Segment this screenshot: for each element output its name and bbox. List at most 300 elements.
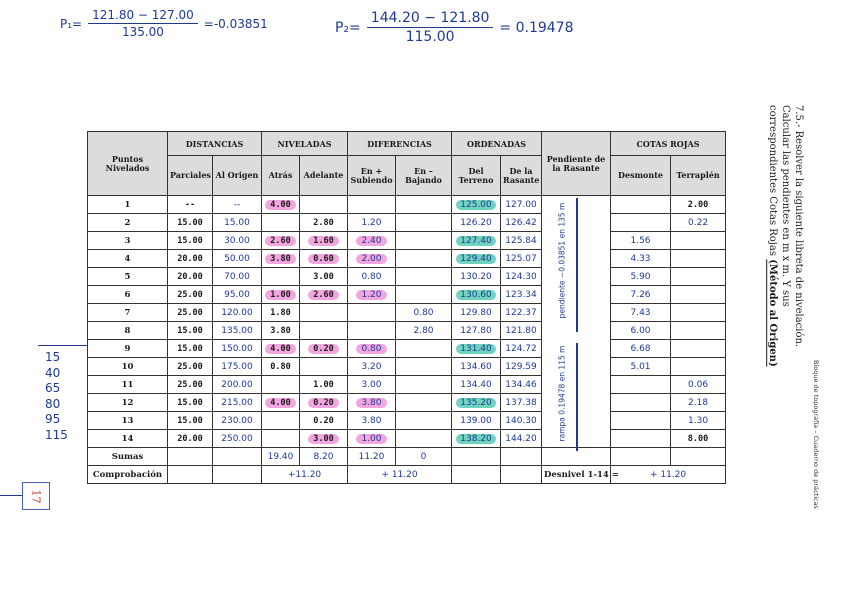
formula-p2 bbox=[335, 10, 573, 45]
table-row bbox=[88, 358, 726, 376]
cell-par: 20.00 bbox=[177, 253, 203, 264]
cell-tra bbox=[671, 322, 726, 340]
table-row bbox=[88, 250, 726, 268]
cell-p: 10 bbox=[121, 361, 134, 372]
cell-atr: 3.80 bbox=[265, 254, 295, 264]
cell-par: 20.00 bbox=[177, 271, 203, 282]
cell-ras: 125.07 bbox=[505, 253, 537, 264]
cell-ori: 70.00 bbox=[224, 271, 250, 282]
cell-des bbox=[611, 394, 671, 412]
cell-sub bbox=[348, 394, 396, 412]
cell-des: 7.26 bbox=[630, 289, 651, 300]
comprobacion-row bbox=[88, 466, 726, 484]
cell-ter bbox=[452, 430, 501, 448]
formula-p2-fraction bbox=[367, 10, 494, 45]
cell-sub bbox=[348, 196, 396, 214]
cell-sub bbox=[348, 340, 396, 358]
cell-baj bbox=[396, 196, 452, 214]
cell-ter bbox=[452, 376, 501, 394]
table-row bbox=[88, 394, 726, 412]
cell-baj bbox=[396, 268, 452, 286]
cell-par: 20.00 bbox=[177, 433, 203, 444]
cell-p bbox=[88, 358, 168, 376]
cell-ori: 120.00 bbox=[221, 307, 253, 318]
cell-p: 6 bbox=[124, 289, 131, 300]
margin-number: 65 bbox=[45, 381, 61, 395]
cell-ori bbox=[213, 376, 262, 394]
margin-rule bbox=[38, 345, 88, 346]
cell-ade bbox=[300, 304, 348, 322]
cell-ras: 144.20 bbox=[505, 433, 537, 444]
cell-p bbox=[88, 394, 168, 412]
cell-ras: 127.00 bbox=[505, 199, 537, 210]
cell-p: 3 bbox=[124, 235, 131, 246]
cell-atr bbox=[262, 214, 300, 232]
cell-p: 12 bbox=[121, 397, 134, 408]
cell-ori: 135.00 bbox=[221, 325, 253, 336]
cell-des bbox=[611, 430, 671, 448]
table-row bbox=[88, 322, 726, 340]
cell-ade: 0.60 bbox=[308, 254, 338, 264]
formula-p1-numerator: 121.80 − 127.00 bbox=[88, 8, 198, 24]
cell-tra bbox=[671, 286, 726, 304]
sumas-bajando: 0 bbox=[396, 448, 452, 466]
table-body bbox=[88, 196, 726, 484]
cell-atr: 4.00 bbox=[265, 344, 295, 354]
cell-ter bbox=[452, 268, 501, 286]
cell-p: 7 bbox=[124, 307, 131, 318]
cell-tra bbox=[671, 250, 726, 268]
cell-ade: 0.20 bbox=[313, 415, 334, 426]
cell-ter: 127.40 bbox=[456, 236, 496, 246]
cell-par bbox=[168, 376, 213, 394]
cell-par: 25.00 bbox=[177, 361, 203, 372]
formula-p2-denominator: 115.00 bbox=[405, 29, 455, 45]
cell-ras bbox=[501, 286, 542, 304]
cell-ori bbox=[213, 214, 262, 232]
cell-ori bbox=[213, 268, 262, 286]
formula-p1-fraction bbox=[88, 8, 198, 39]
cell-ter bbox=[452, 286, 501, 304]
cell-ori bbox=[213, 250, 262, 268]
cell-par bbox=[168, 286, 213, 304]
cell-ter bbox=[452, 214, 501, 232]
cell-par: 15.00 bbox=[177, 343, 203, 354]
cell-ter bbox=[452, 232, 501, 250]
cell-tra bbox=[671, 412, 726, 430]
cell-ori: 200.00 bbox=[221, 379, 253, 390]
cell-ori: 30.00 bbox=[224, 235, 250, 246]
cell-p: 11 bbox=[121, 379, 134, 390]
cell-ade: 0.20 bbox=[308, 398, 338, 408]
header-adelante: Adelante bbox=[300, 156, 348, 196]
cell-des: 6.68 bbox=[630, 343, 651, 354]
cell-atr: 1.00 bbox=[265, 290, 295, 300]
cell-ori bbox=[213, 340, 262, 358]
table-row bbox=[88, 412, 726, 430]
cell-ori: 230.00 bbox=[221, 415, 253, 426]
cell-ade bbox=[300, 430, 348, 448]
cell-p bbox=[88, 430, 168, 448]
header-diferencias: DIFERENCIAS bbox=[348, 132, 452, 156]
header-terraplen: Terraplén bbox=[671, 156, 726, 196]
cell-par: 15.00 bbox=[177, 397, 203, 408]
sumas-atras: 19.40 bbox=[262, 448, 300, 466]
cell-ter: 139.00 bbox=[460, 415, 492, 426]
cell-par: 15.00 bbox=[177, 325, 203, 336]
header-atras: Atrás bbox=[262, 156, 300, 196]
cell-ter: 138.20 bbox=[456, 434, 496, 444]
slope-arrow-2 bbox=[576, 343, 578, 451]
cell-ori: 250.00 bbox=[221, 433, 253, 444]
cell-p: 13 bbox=[121, 415, 134, 426]
cell-des bbox=[611, 196, 671, 214]
slope-diagram bbox=[542, 196, 610, 447]
cell-tra bbox=[671, 232, 726, 250]
cell-ori: 95.00 bbox=[224, 289, 250, 300]
cell-ras bbox=[501, 376, 542, 394]
cell-des: 5.90 bbox=[630, 271, 651, 282]
cell-atr bbox=[262, 340, 300, 358]
margin-number: 115 bbox=[45, 427, 68, 442]
cell-ras bbox=[501, 268, 542, 286]
cell-par bbox=[168, 340, 213, 358]
cell-ade bbox=[300, 196, 348, 214]
header-bajando: En – Bajando bbox=[396, 156, 452, 196]
cell-ter: 131.40 bbox=[456, 344, 496, 354]
cell-ter bbox=[452, 250, 501, 268]
cell-sub: 1.20 bbox=[356, 290, 386, 300]
page-number: 17 bbox=[29, 489, 43, 503]
cell-par bbox=[168, 196, 213, 214]
formula-p2-result: = 0.19478 bbox=[499, 19, 574, 36]
cell-ter: 129.80 bbox=[460, 307, 492, 318]
table-row bbox=[88, 304, 726, 322]
cell-ras bbox=[501, 304, 542, 322]
cell-ter bbox=[452, 358, 501, 376]
cell-p bbox=[88, 214, 168, 232]
header-cotas: COTAS ROJAS bbox=[611, 132, 726, 156]
cell-baj: 0.80 bbox=[413, 307, 434, 318]
margin-number: 95 bbox=[45, 412, 61, 426]
cell-atr bbox=[262, 268, 300, 286]
cell-tra bbox=[671, 214, 726, 232]
cell-ras: 121.80 bbox=[505, 325, 537, 336]
cell-ras: 124.30 bbox=[505, 271, 537, 282]
cell-des bbox=[611, 376, 671, 394]
table-row bbox=[88, 430, 726, 448]
cell-sub bbox=[348, 232, 396, 250]
cell-sub bbox=[348, 358, 396, 376]
cell-par bbox=[168, 250, 213, 268]
cell-par bbox=[168, 268, 213, 286]
cell-ade: 1.60 bbox=[308, 236, 338, 246]
cell-par bbox=[168, 412, 213, 430]
sumas-row bbox=[88, 448, 726, 466]
cell-p: 14 bbox=[121, 433, 134, 444]
cell-baj bbox=[396, 376, 452, 394]
cell-atr bbox=[262, 196, 300, 214]
table-row bbox=[88, 214, 726, 232]
cell-p bbox=[88, 340, 168, 358]
cell-sub bbox=[348, 430, 396, 448]
cell-p bbox=[88, 376, 168, 394]
cell-atr bbox=[262, 430, 300, 448]
cell-p: 4 bbox=[124, 253, 131, 264]
exercise-title-method: (Método al Origen) bbox=[767, 259, 778, 367]
cell-tra bbox=[671, 304, 726, 322]
cell-p bbox=[88, 304, 168, 322]
exercise-title-text: 7.5.- Resolver la siguiente libreta de nivelación. Calcular las pendientes en m x m. Y sus correspondientes Cotas Rojas bbox=[767, 105, 804, 348]
cell-p: 8 bbox=[124, 325, 131, 336]
cell-ori: 15.00 bbox=[224, 217, 250, 228]
cell-ade bbox=[300, 250, 348, 268]
header-niveladas: NIVELADAS bbox=[262, 132, 348, 156]
cell-ori bbox=[213, 304, 262, 322]
cell-sub bbox=[348, 268, 396, 286]
header-ordenadas: ORDENADAS bbox=[452, 132, 542, 156]
cell-p bbox=[88, 250, 168, 268]
cell-baj bbox=[396, 232, 452, 250]
margin-number: 40 bbox=[45, 365, 61, 380]
header-terreno: Del Terreno bbox=[452, 156, 501, 196]
cell-par: 25.00 bbox=[177, 379, 203, 390]
cell-ori bbox=[213, 232, 262, 250]
cell-sub bbox=[348, 304, 396, 322]
header-distancias: DISTANCIAS bbox=[168, 132, 262, 156]
cell-ade bbox=[300, 286, 348, 304]
page-rule bbox=[0, 495, 22, 496]
cell-des: 5.01 bbox=[630, 361, 651, 372]
cell-baj bbox=[396, 430, 452, 448]
desnivel-label: Desnivel 1-14 = bbox=[542, 466, 611, 484]
cell-p bbox=[88, 322, 168, 340]
cell-ade bbox=[300, 358, 348, 376]
cell-baj bbox=[396, 340, 452, 358]
cell-tra bbox=[671, 358, 726, 376]
cell-sub bbox=[348, 286, 396, 304]
cell-atr: 1.80 bbox=[270, 307, 291, 318]
cell-tra: 8.00 bbox=[687, 433, 709, 444]
slope-2-label: rampa 0.19478 en 115 m bbox=[557, 345, 567, 442]
cell-sub: 3.80 bbox=[361, 415, 382, 426]
cell-sub: 1.00 bbox=[356, 434, 386, 444]
cell-ori: 175.00 bbox=[221, 361, 253, 372]
cell-ade: 2.80 bbox=[313, 217, 334, 228]
cell-p bbox=[88, 268, 168, 286]
header-puntos: Puntos Nivelados bbox=[88, 132, 168, 196]
cell-ade bbox=[300, 412, 348, 430]
cell-ori bbox=[213, 412, 262, 430]
comprobacion-label: Comprobación bbox=[88, 466, 168, 484]
cell-atr: 2.60 bbox=[265, 236, 295, 246]
cell-p bbox=[88, 286, 168, 304]
cell-tra bbox=[671, 394, 726, 412]
cell-par bbox=[168, 322, 213, 340]
cell-des: 1.56 bbox=[630, 235, 651, 246]
cell-atr bbox=[262, 412, 300, 430]
cell-p: 1 bbox=[124, 199, 131, 210]
cell-ori bbox=[213, 196, 262, 214]
cell-sub: 3.20 bbox=[361, 361, 382, 372]
header-desmonte: Desmonte bbox=[611, 156, 671, 196]
cell-tra: 1.30 bbox=[688, 415, 709, 426]
cell-par: 15.00 bbox=[177, 217, 203, 228]
cell-par: 15.00 bbox=[177, 235, 203, 246]
table-row bbox=[88, 376, 726, 394]
formula-p2-lhs: P₂= bbox=[335, 19, 361, 36]
cell-p: 9 bbox=[124, 343, 131, 354]
cell-tra bbox=[671, 340, 726, 358]
cell-p: 5 bbox=[124, 271, 131, 282]
cell-ade bbox=[300, 376, 348, 394]
cell-ras: 140.30 bbox=[505, 415, 537, 426]
cell-baj bbox=[396, 358, 452, 376]
cell-sub: 0.80 bbox=[356, 344, 386, 354]
cell-ter: 134.40 bbox=[460, 379, 492, 390]
cell-sub bbox=[348, 214, 396, 232]
cell-baj bbox=[396, 304, 452, 322]
cell-par bbox=[168, 430, 213, 448]
header-rasante: De la Rasante bbox=[501, 156, 542, 196]
header-pendiente: Pendiente de la Rasante bbox=[542, 132, 611, 196]
cell-des bbox=[611, 250, 671, 268]
cell-ras bbox=[501, 430, 542, 448]
cell-baj bbox=[396, 286, 452, 304]
cell-ras bbox=[501, 358, 542, 376]
cell-ter: 135.20 bbox=[456, 398, 496, 408]
formula-p1-denominator: 135.00 bbox=[121, 25, 164, 39]
cell-p bbox=[88, 196, 168, 214]
cell-par: 15.00 bbox=[177, 415, 203, 426]
cell-sub bbox=[348, 376, 396, 394]
cell-ade: 3.00 bbox=[313, 271, 334, 282]
desnivel-value: + 11.20 bbox=[611, 466, 726, 484]
cell-ori: -- bbox=[233, 199, 241, 210]
cell-ade: 0.20 bbox=[308, 344, 338, 354]
cell-ade: 2.60 bbox=[308, 290, 338, 300]
cell-des bbox=[611, 286, 671, 304]
cell-tra: 0.22 bbox=[688, 217, 709, 228]
cell-des: 6.00 bbox=[630, 325, 651, 336]
side-caption: Bloque de topografía – Cuaderno de prácticas bbox=[812, 360, 820, 509]
cell-ter: 130.20 bbox=[460, 271, 492, 282]
cell-atr bbox=[262, 358, 300, 376]
cell-atr bbox=[262, 304, 300, 322]
cell-tra: 2.00 bbox=[687, 199, 709, 210]
cell-ade bbox=[300, 394, 348, 412]
cell-ori: 150.00 bbox=[221, 343, 253, 354]
table-row bbox=[88, 268, 726, 286]
cell-tra bbox=[671, 376, 726, 394]
cell-ras: 123.34 bbox=[505, 289, 537, 300]
cell-ori: 50.00 bbox=[224, 253, 250, 264]
cell-ras: 134.46 bbox=[505, 379, 537, 390]
slope-cell bbox=[542, 196, 611, 448]
cell-baj bbox=[396, 214, 452, 232]
sumas-label: Sumas bbox=[88, 448, 168, 466]
cell-par: -- bbox=[184, 199, 196, 210]
cell-atr: 4.00 bbox=[265, 200, 295, 210]
cell-ter: 127.80 bbox=[460, 325, 492, 336]
table-row bbox=[88, 196, 726, 214]
cell-ras bbox=[501, 412, 542, 430]
cell-ori bbox=[213, 394, 262, 412]
cell-ori: 215.00 bbox=[221, 397, 253, 408]
cell-ter bbox=[452, 196, 501, 214]
cell-baj bbox=[396, 250, 452, 268]
cell-atr bbox=[262, 394, 300, 412]
cell-ter bbox=[452, 322, 501, 340]
cell-sub: 1.20 bbox=[361, 217, 382, 228]
cell-ter bbox=[452, 304, 501, 322]
cell-ade: 3.00 bbox=[308, 434, 338, 444]
table-row bbox=[88, 286, 726, 304]
exercise-title bbox=[766, 105, 805, 385]
cell-ras bbox=[501, 250, 542, 268]
cell-par bbox=[168, 214, 213, 232]
cell-ras: 129.59 bbox=[505, 361, 537, 372]
cell-des bbox=[611, 232, 671, 250]
header-al-origen: Al Origen bbox=[213, 156, 262, 196]
cell-p: 2 bbox=[124, 217, 131, 228]
formula-p1-result: =-0.03851 bbox=[203, 16, 268, 31]
cell-atr bbox=[262, 232, 300, 250]
slope-1-label: pendiente −0.03851 en 135 m bbox=[557, 202, 567, 319]
cell-atr bbox=[262, 286, 300, 304]
cell-atr bbox=[262, 322, 300, 340]
comprobacion-niveladas: +11.20 bbox=[262, 466, 348, 484]
cell-des bbox=[611, 304, 671, 322]
cell-des: 7.43 bbox=[630, 307, 651, 318]
cell-ade: 1.00 bbox=[313, 379, 334, 390]
cell-atr: 3.80 bbox=[270, 325, 291, 336]
cell-ori bbox=[213, 322, 262, 340]
cell-ade bbox=[300, 268, 348, 286]
cell-baj bbox=[396, 394, 452, 412]
cell-ade bbox=[300, 232, 348, 250]
cell-par bbox=[168, 232, 213, 250]
sumas-subiendo: 11.20 bbox=[348, 448, 396, 466]
page-number-box bbox=[22, 482, 50, 510]
header-parciales: Parciales bbox=[168, 156, 213, 196]
cell-atr bbox=[262, 376, 300, 394]
cell-sub bbox=[348, 322, 396, 340]
cell-ori bbox=[213, 430, 262, 448]
cell-sub bbox=[348, 250, 396, 268]
cell-des bbox=[611, 358, 671, 376]
cell-des bbox=[611, 322, 671, 340]
cell-ras: 124.72 bbox=[505, 343, 537, 354]
cell-ade bbox=[300, 322, 348, 340]
cell-tra bbox=[671, 268, 726, 286]
cell-atr: 4.00 bbox=[265, 398, 295, 408]
cell-p bbox=[88, 412, 168, 430]
cell-ter: 125.00 bbox=[456, 200, 496, 210]
cell-baj bbox=[396, 412, 452, 430]
margin-numbers bbox=[45, 350, 68, 443]
cell-sub: 3.80 bbox=[356, 398, 386, 408]
table-row bbox=[88, 340, 726, 358]
cell-p bbox=[88, 232, 168, 250]
cell-ter: 130.60 bbox=[456, 290, 496, 300]
cell-des bbox=[611, 214, 671, 232]
cell-baj: 2.80 bbox=[413, 325, 434, 336]
table-row bbox=[88, 232, 726, 250]
formula-p2-numerator: 144.20 − 121.80 bbox=[367, 10, 494, 28]
cell-ras: 137.38 bbox=[505, 397, 537, 408]
cell-ade bbox=[300, 214, 348, 232]
